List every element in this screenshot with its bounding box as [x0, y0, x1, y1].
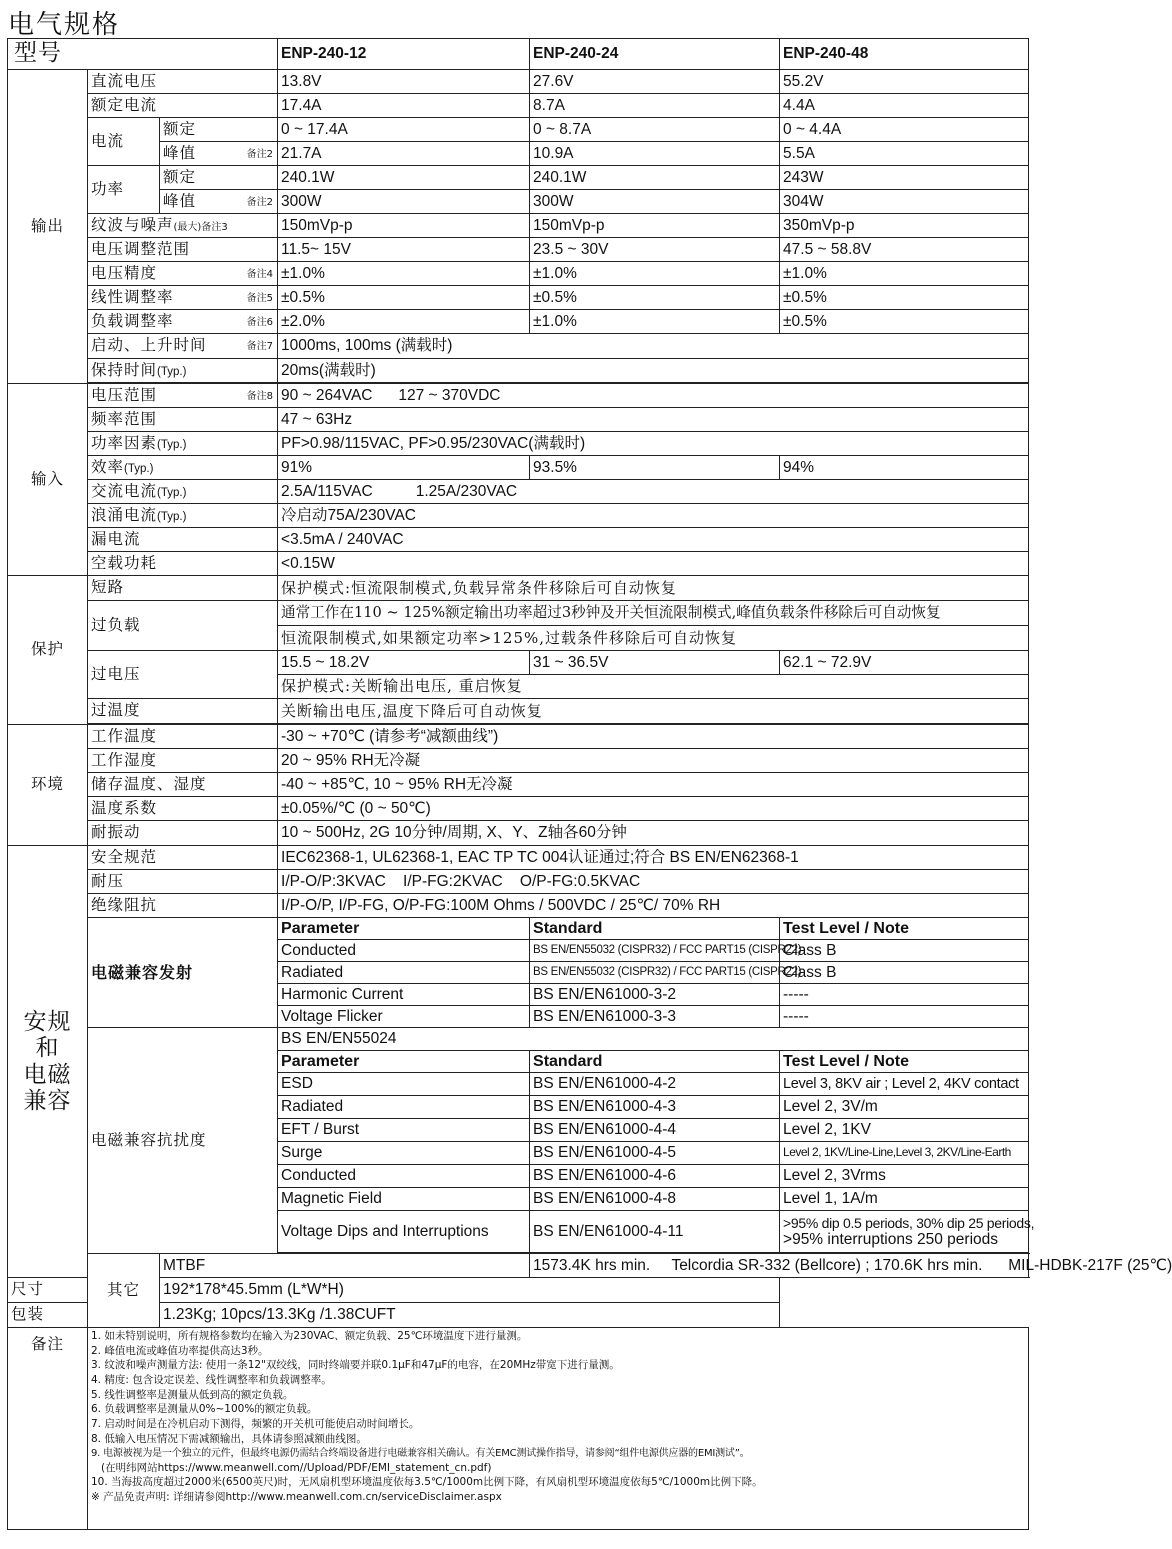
power-peak-label: 峰值	[163, 191, 197, 210]
short-value: 保护模式:恒流限制模式,负载异常条件移除后可自动恢复	[278, 576, 1029, 601]
note-item: 4. 精度: 包含设定误差、线性调整率和负载调整率。	[91, 1374, 332, 1387]
ripple-sub: (最大)	[173, 221, 202, 233]
packing-label: 包装	[8, 1303, 160, 1328]
model-label: 型号	[8, 39, 278, 70]
temp-label: 工作温度	[88, 725, 278, 749]
power-rated-2: 240.1W	[530, 166, 780, 190]
typ-tag: (Typ.)	[157, 486, 187, 499]
efficiency-3: 94%	[780, 456, 1029, 480]
note-ref: 备注5	[246, 292, 274, 304]
typ-tag: (Typ.)	[157, 438, 187, 451]
current-rated-3: 0 ~ 4.4A	[780, 118, 1029, 142]
ovp-3: 62.1 ~ 72.9V	[780, 651, 1029, 675]
line-reg-2: ±0.5%	[530, 286, 780, 310]
emission-param: Conducted	[278, 940, 530, 962]
hold-cell	[88, 359, 278, 383]
hold-value: 20ms(满载时)	[278, 359, 1029, 383]
rated-current-3: 4.4A	[780, 94, 1029, 118]
temp-coeff-label: 温度系数	[88, 797, 278, 821]
current-peak-2: 10.9A	[530, 142, 780, 166]
leakage-label: 漏电流	[88, 528, 278, 552]
section-others: 其它	[88, 1254, 160, 1328]
vibration-label: 耐振动	[88, 821, 278, 846]
load-reg-1: ±2.0%	[278, 310, 530, 334]
immunity-level	[780, 1211, 1035, 1253]
ac-current-cell	[88, 480, 278, 504]
current-label: 电流	[88, 118, 160, 166]
efficiency-label: 效率	[91, 457, 125, 476]
ovp-label: 过电压	[88, 651, 278, 699]
adj-range-2: 23.5 ~ 30V	[530, 238, 780, 262]
in-voltage-label: 电压范围	[91, 385, 158, 404]
power-label: 功率	[88, 166, 160, 214]
typ-tag: (Typ.)	[124, 462, 154, 475]
withstand-value: I/P-O/P:3KVAC I/P-FG:2KVAC O/P-FG:0.5KVAC	[278, 870, 1029, 894]
current-peak-label: 峰值	[163, 143, 197, 162]
immunity-param: ESD	[278, 1073, 530, 1096]
note-ref: 备注4	[246, 268, 274, 280]
section-environment: 环境	[8, 725, 88, 846]
dc-voltage-2: 27.6V	[530, 70, 780, 94]
ripple-2: 150mVp-p	[530, 214, 780, 238]
note-item: 7. 启动时间是在冷机启动下测得，频繁的开关机可能使启动时间增长。	[91, 1418, 420, 1431]
note-item: 8. 低输入电压情况下需减额输出，具体请参照减额曲线图。	[91, 1432, 367, 1445]
note-ref: 备注8	[246, 390, 274, 402]
note-item: 10. 当海拔高度超过2000米(6500英尺)时，无风扇机型环境温度依每3.5℃/1000m比例下降，有风扇机型环境温度依每5℃/1000m比例下降。	[91, 1476, 763, 1489]
load-reg-2: ±1.0%	[530, 310, 780, 334]
immunity-param: Conducted	[278, 1165, 530, 1188]
note-ref: 备注3	[201, 221, 228, 233]
packing-value: 1.23Kg; 10pcs/13.3Kg /1.38CUFT	[160, 1303, 780, 1328]
pf-label: 功率因素	[91, 433, 158, 452]
inrush-value: 冷启动75A/230VAC	[278, 504, 1029, 528]
immunity-standard-ref: BS EN/EN61000-4-2	[530, 1073, 780, 1096]
line-reg-cell	[88, 286, 278, 310]
immunity-level: Level 3, 8KV air ; Level 2, 4KV contact	[780, 1073, 1029, 1096]
model-2: ENP-240-24	[530, 39, 780, 70]
safety-standards-label: 安全规范	[88, 846, 278, 870]
ac-current-value: 2.5A/115VAC 1.25A/230VAC	[278, 480, 1029, 504]
section-output: 输出	[8, 70, 88, 384]
typ-tag: (Typ.)	[157, 365, 187, 378]
in-voltage-value: 90 ~ 264VAC 127 ~ 370VDC	[278, 384, 1029, 408]
emc-emission-label: 电磁兼容发射	[88, 918, 278, 1028]
otp-value: 关断输出电压,温度下降后可自动恢复	[278, 699, 1029, 724]
current-rated-1: 0 ~ 17.4A	[278, 118, 530, 142]
emission-header-param: Parameter	[278, 918, 530, 940]
ripple-label: 纹波与噪声	[91, 215, 174, 234]
efficiency-cell	[88, 456, 278, 480]
setup-cell	[88, 334, 278, 359]
safety-standards-value: IEC62368-1, UL62368-1, EAC TP TC 004认证通过;符合 BS EN/EN62368-1	[278, 846, 1029, 870]
overload-label: 过负载	[88, 601, 278, 651]
isolation-label: 绝缘阻抗	[88, 894, 278, 918]
immunity-standard-ref: BS EN/EN61000-4-5	[530, 1142, 780, 1165]
typ-tag: (Typ.)	[157, 510, 187, 523]
note-item: 9. 电源被视为是一个独立的元件，但最终电源仍需结合终端设备进行电磁兼容相关确认。有关EMC测试操作指导，请参阅“组件电源供应器的EMI测试”。	[91, 1447, 750, 1459]
efficiency-2: 93.5%	[530, 456, 780, 480]
pf-cell	[88, 432, 278, 456]
adj-range-3: 47.5 ~ 58.8V	[780, 238, 1029, 262]
immunity-level: Level 2, 3Vrms	[780, 1165, 1029, 1188]
note-item: 5. 线性调整率是测量从低到高的额定负载。	[91, 1388, 294, 1401]
power-peak-cell	[160, 190, 278, 214]
section-input: 输入	[8, 384, 88, 576]
vibration-value: 10 ~ 500Hz, 2G 10分钟/周期, X、Y、Z轴各60分钟	[278, 821, 1029, 846]
line-reg-1: ±0.5%	[278, 286, 530, 310]
note-item: (在明纬网站https://www.meanwell.com//Upload/PDF/EMI_statement_cn.pdf)	[91, 1461, 492, 1474]
load-reg-3: ±0.5%	[780, 310, 1029, 334]
frequency-label: 频率范围	[88, 408, 278, 432]
emission-standard: BS EN/EN61000-3-2	[530, 984, 780, 1006]
setup-label: 启动、上升时间	[91, 336, 207, 355]
ovp-1: 15.5 ~ 18.2V	[278, 651, 530, 675]
power-peak-3: 304W	[780, 190, 1029, 214]
immunity-level: Level 1, 1A/m	[780, 1188, 1029, 1211]
note-item: 1. 如未特别说明，所有规格参数均在输入为230VAC、额定负载、25℃环境温度下进行量测。	[91, 1330, 528, 1342]
emission-level: -----	[780, 984, 1029, 1006]
dimension-label: 尺寸	[8, 1278, 160, 1303]
power-peak-1: 300W	[278, 190, 530, 214]
emission-param: Voltage Flicker	[278, 1006, 530, 1028]
emission-param: Harmonic Current	[278, 984, 530, 1006]
storage-value: -40 ~ +85℃, 10 ~ 95% RH无冷凝	[278, 773, 1029, 797]
emission-standard: BS EN/EN55032 (CISPR32) / FCC PART15 (CISPR22)	[530, 962, 780, 984]
line-reg-label: 线性调整率	[91, 287, 174, 306]
overload-line2: 恒流限制模式,如果额定功率>125%,过载条件移除后可自动恢复	[278, 626, 1029, 651]
tolerance-3: ±1.0%	[780, 262, 1029, 286]
humidity-value: 20 ~ 95% RH无冷凝	[278, 749, 1029, 773]
power-peak-2: 300W	[530, 190, 780, 214]
leakage-value: <3.5mA / 240VAC	[278, 528, 1029, 552]
tolerance-2: ±1.0%	[530, 262, 780, 286]
immunity-header-param: Parameter	[278, 1051, 530, 1073]
spec-table	[7, 38, 1172, 1530]
section-protection: 保护	[8, 576, 88, 725]
current-rated-2: 0 ~ 8.7A	[530, 118, 780, 142]
immunity-header-standard: Standard	[530, 1051, 780, 1073]
efficiency-1: 91%	[278, 456, 530, 480]
adj-range-label: 电压调整范围	[88, 238, 278, 262]
emission-standard: BS EN/EN61000-3-3	[530, 1006, 780, 1028]
dips-level-line1: >95% dip 0.5 periods, 30% dip 25 periods,	[783, 1214, 1035, 1231]
line-reg-3: ±0.5%	[780, 286, 1029, 310]
immunity-param: Voltage Dips and Interruptions	[278, 1211, 530, 1253]
dimension-value: 192*178*45.5mm (L*W*H)	[160, 1278, 780, 1303]
storage-label: 储存温度、湿度	[88, 773, 278, 797]
dips-level-line2: >95% interruptions 250 periods	[783, 1230, 999, 1248]
emission-standard: BS EN/EN55032 (CISPR32) / FCC PART15 (CISPR22)	[530, 940, 780, 962]
ripple-3: 350mVp-p	[780, 214, 1029, 238]
note-item: 3. 纹波和噪声测量方法: 使用一条12"双绞线，同时终端要并联0.1μF和47μF的电容，在20MHz带宽下进行量测。	[91, 1359, 620, 1372]
model-1: ENP-240-12	[278, 39, 530, 70]
emission-level: -----	[780, 1006, 1029, 1028]
setup-value: 1000ms, 100ms (满载时)	[278, 334, 1029, 359]
in-voltage-cell	[88, 384, 278, 408]
current-peak-1: 21.7A	[278, 142, 530, 166]
mtbf-label: MTBF	[160, 1254, 530, 1278]
no-load-label: 空载功耗	[88, 552, 278, 576]
rated-current-1: 17.4A	[278, 94, 530, 118]
immunity-standard-ref: BS EN/EN61000-4-6	[530, 1165, 780, 1188]
power-rated-label: 额定	[160, 166, 278, 190]
immunity-header-level: Test Level / Note	[780, 1051, 1029, 1073]
immunity-param: Radiated	[278, 1096, 530, 1119]
short-label: 短路	[88, 576, 278, 601]
emission-level: Class B	[780, 940, 1029, 962]
no-load-value: <0.15W	[278, 552, 1029, 576]
pf-value: PF>0.98/115VAC, PF>0.95/230VAC(满载时)	[278, 432, 1029, 456]
immunity-level: Level 2, 1KV/Line-Line,Level 3, 2KV/Line-Earth	[780, 1142, 1029, 1165]
otp-label: 过温度	[88, 699, 278, 724]
ac-current-label: 交流电流	[91, 481, 158, 500]
ripple-1: 150mVp-p	[278, 214, 530, 238]
immunity-level: Level 2, 1KV	[780, 1119, 1029, 1142]
frequency-value: 47 ~ 63Hz	[278, 408, 1029, 432]
tolerance-cell	[88, 262, 278, 286]
model-3: ENP-240-48	[780, 39, 1029, 70]
rated-current-2: 8.7A	[530, 94, 780, 118]
emc-immunity-label: 电磁兼容抗扰度	[88, 1028, 278, 1254]
note-item: ※ 产品免责声明: 详细请参阅http://www.meanwell.com.cn/serviceDisclaimer.aspx	[91, 1490, 502, 1503]
humidity-label: 工作湿度	[88, 749, 278, 773]
note-item: 6. 负载调整率是测量从0%~100%的额定负载。	[91, 1403, 318, 1416]
tolerance-1: ±1.0%	[278, 262, 530, 286]
model-row	[8, 39, 1029, 70]
ovp-mode: 保护模式:关断输出电压, 重启恢复	[278, 675, 1029, 699]
dc-voltage-1: 13.8V	[278, 70, 530, 94]
section-safety: 安规 和 电磁 兼容	[8, 846, 88, 1278]
overload-line1: 通常工作在110 ~ 125%额定输出功率超过3秒钟及开关恒流限制模式,峰值负载条件移除后可自动恢复	[278, 601, 1029, 626]
temp-value: -30 ~ +70℃ (请参考“减额曲线”)	[278, 725, 1029, 749]
current-peak-cell	[160, 142, 278, 166]
temp-coeff-value: ±0.05%/℃ (0 ~ 50℃)	[278, 797, 1029, 821]
emission-header-level: Test Level / Note	[780, 918, 1029, 940]
immunity-param: Surge	[278, 1142, 530, 1165]
note-ref: 备注6	[246, 316, 274, 328]
page-title: 电气规格	[8, 10, 121, 40]
power-rated-1: 240.1W	[278, 166, 530, 190]
tolerance-label: 电压精度	[91, 263, 158, 282]
immunity-param: EFT / Burst	[278, 1119, 530, 1142]
emission-param: Radiated	[278, 962, 530, 984]
immunity-standard-ref: BS EN/EN61000-4-4	[530, 1119, 780, 1142]
immunity-standard-ref: BS EN/EN61000-4-11	[530, 1211, 780, 1253]
immunity-level: Level 2, 3V/m	[780, 1096, 1029, 1119]
isolation-value: I/P-O/P, I/P-FG, O/P-FG:100M Ohms / 500VDC / 25℃/ 70% RH	[278, 894, 1029, 918]
load-reg-cell	[88, 310, 278, 334]
note-ref: 备注2	[246, 148, 274, 160]
emission-level: Class B	[780, 962, 1029, 984]
mtbf-value: 1573.4K hrs min. Telcordia SR-332 (Bellcore) ; 170.6K hrs min. MIL-HDBK-217F (25℃)	[530, 1254, 1029, 1278]
note-ref: 备注2	[246, 196, 274, 208]
current-rated-label: 额定	[160, 118, 278, 142]
withstand-label: 耐压	[88, 870, 278, 894]
note-ref: 备注7	[246, 341, 274, 353]
dc-voltage-label: 直流电压	[88, 70, 278, 94]
ripple-cell	[88, 214, 278, 238]
immunity-standard-ref: BS EN/EN61000-4-3	[530, 1096, 780, 1119]
ovp-2: 31 ~ 36.5V	[530, 651, 780, 675]
notes-list	[88, 1328, 1029, 1530]
hold-label: 保持时间	[91, 360, 158, 379]
immunity-standard: BS EN/EN55024	[278, 1028, 1029, 1051]
adj-range-1: 11.5~ 15V	[278, 238, 530, 262]
section-notes: 备注	[8, 1328, 88, 1530]
immunity-standard-ref: BS EN/EN61000-4-8	[530, 1188, 780, 1211]
dc-voltage-3: 55.2V	[780, 70, 1029, 94]
current-peak-3: 5.5A	[780, 142, 1029, 166]
load-reg-label: 负载调整率	[91, 311, 174, 330]
note-item: 2. 峰值电流或峰值功率提供高达3秒。	[91, 1344, 269, 1357]
immunity-param: Magnetic Field	[278, 1188, 530, 1211]
inrush-label: 浪涌电流	[91, 505, 158, 524]
rated-current-label: 额定电流	[88, 94, 278, 118]
power-rated-3: 243W	[780, 166, 1029, 190]
emission-header-standard: Standard	[530, 918, 780, 940]
inrush-cell	[88, 504, 278, 528]
